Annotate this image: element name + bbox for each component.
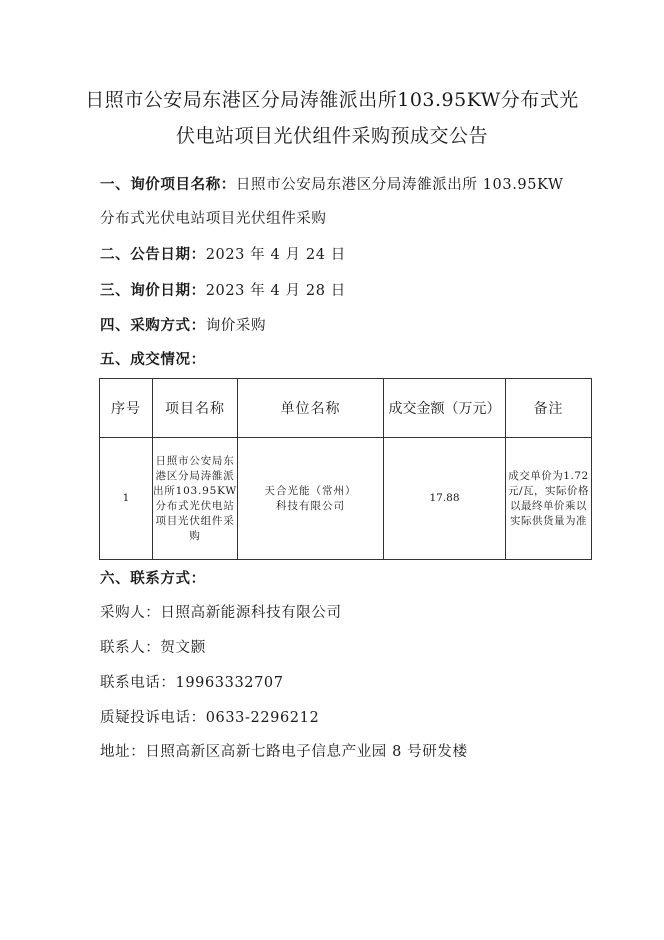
header-note: 备注: [506, 379, 592, 438]
announcement-date-key: 二、公告日期：: [100, 246, 206, 263]
header-project: 项目名称: [153, 379, 238, 438]
deal-status-line: [100, 353, 206, 368]
cell-serial: 1: [100, 438, 153, 560]
procurement-method-key: 四、采购方式：: [100, 317, 206, 334]
contact-heading: [100, 572, 206, 587]
header-unit: 单位名称: [238, 379, 384, 438]
contact-person: 联系人：贺文颢: [100, 640, 206, 656]
contact-complaint-phone: 质疑投诉电话：0633-2296212: [100, 710, 320, 726]
notice-title-line-2: 伏电站项目光伏组件采购预成交公告: [175, 125, 488, 147]
cell-project: 日照市公安局东港区分局涛雒派出所103.95KW分布式光伏电站项目光伏组件采购: [153, 438, 238, 560]
contact-purchaser: 采购人：日照高新能源科技有限公司: [100, 605, 342, 621]
procurement-method-line: [100, 319, 266, 334]
contact-address: 地址：日照高新区高新七路电子信息产业园 8 号研发楼: [100, 744, 468, 760]
notice-title-line-1: 日照市公安局东港区分局涛雒派出所103.95KW分布式光: [85, 89, 579, 111]
contact-heading-key: 六、联系方式：: [100, 570, 206, 587]
project-name-continuation: 分布式光伏电站项目光伏组件采购: [100, 211, 327, 227]
cell-note: 成交单价为1.72元/瓦，实际价格以最终单价乘以实际供货量为准: [506, 438, 592, 560]
cell-unit: 天合光能（常州）科技有限公司: [238, 438, 384, 560]
deal-status-key: 五、成交情况：: [100, 351, 206, 368]
project-name-key: 一、询价项目名称：: [100, 176, 236, 193]
announcement-date-line: [100, 248, 346, 263]
header-amount: 成交金额（万元）: [384, 379, 506, 438]
procurement-method-value: 询价采购: [205, 318, 267, 334]
project-name-value: 日照市公安局东港区分局涛雒派出所 103.95KW: [235, 177, 564, 193]
announcement-date-value: 2023 年 4 月 24 日: [205, 247, 346, 263]
inquiry-date-key: 三、询价日期：: [100, 282, 206, 299]
cell-amount: 17.88: [384, 438, 506, 560]
deal-table: [99, 378, 592, 560]
table-header-row: [100, 379, 592, 438]
contact-phone: 联系电话：19963332707: [100, 675, 284, 691]
inquiry-date-line: [100, 284, 346, 299]
project-name-line: [100, 178, 563, 193]
header-serial: 序号: [100, 379, 153, 438]
inquiry-date-value: 2023 年 4 月 28 日: [205, 283, 346, 299]
table-row: [100, 438, 592, 560]
